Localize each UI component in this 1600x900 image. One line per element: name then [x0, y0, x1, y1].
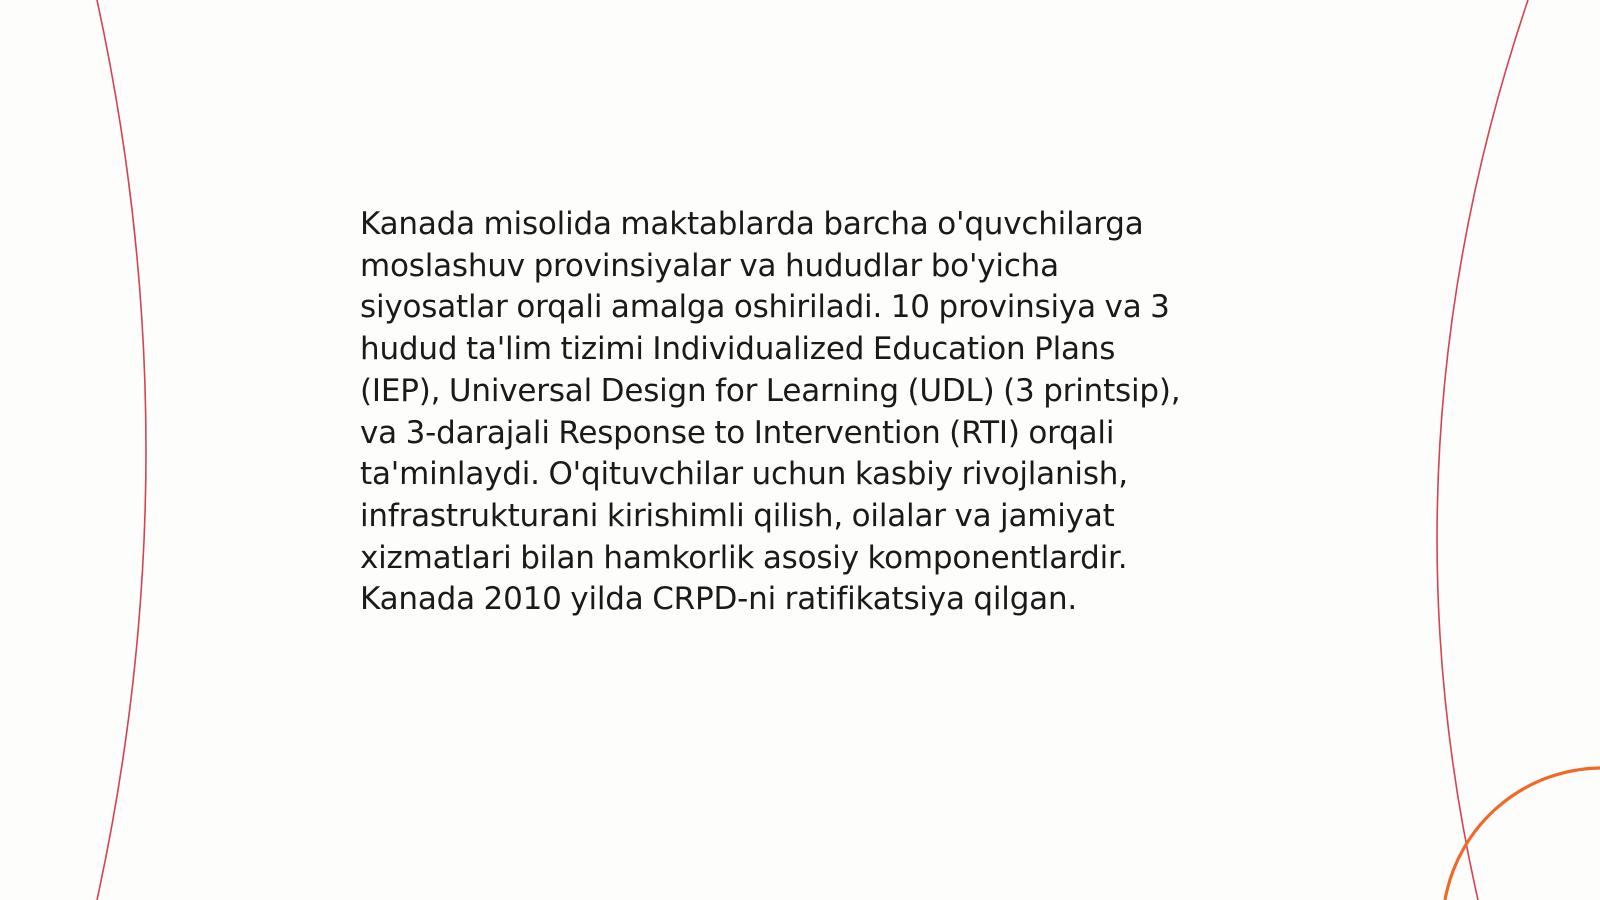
bottom-right-orange-arc [1445, 768, 1600, 900]
left-curve-line [97, 0, 146, 900]
body-paragraph: Kanada misolida maktablarda barcha o'quvchilarga moslashuv provinsiyalar va hududlar bo'yicha siyosatlar orqali amalga oshiriladi. 10 provinsiya va 3 hudud ta'lim tizimi Individualized Education Plans (IEP), Universal Design for Learning (UDL) (3 printsip), va 3-darajali Response to Intervention (RTI) orqali ta'minlaydi. O'qituvchilar uchun kasbiy rivojlanish, infrastrukturani kirishimli qilish, oilalar va jamiyat xizmatlari bilan hamkorlik asosiy komponentlardir. Kanada 2010 yilda CRPD-ni ratifikatsiya qilgan. [360, 206, 1181, 618]
right-curve-line [1437, 0, 1528, 900]
